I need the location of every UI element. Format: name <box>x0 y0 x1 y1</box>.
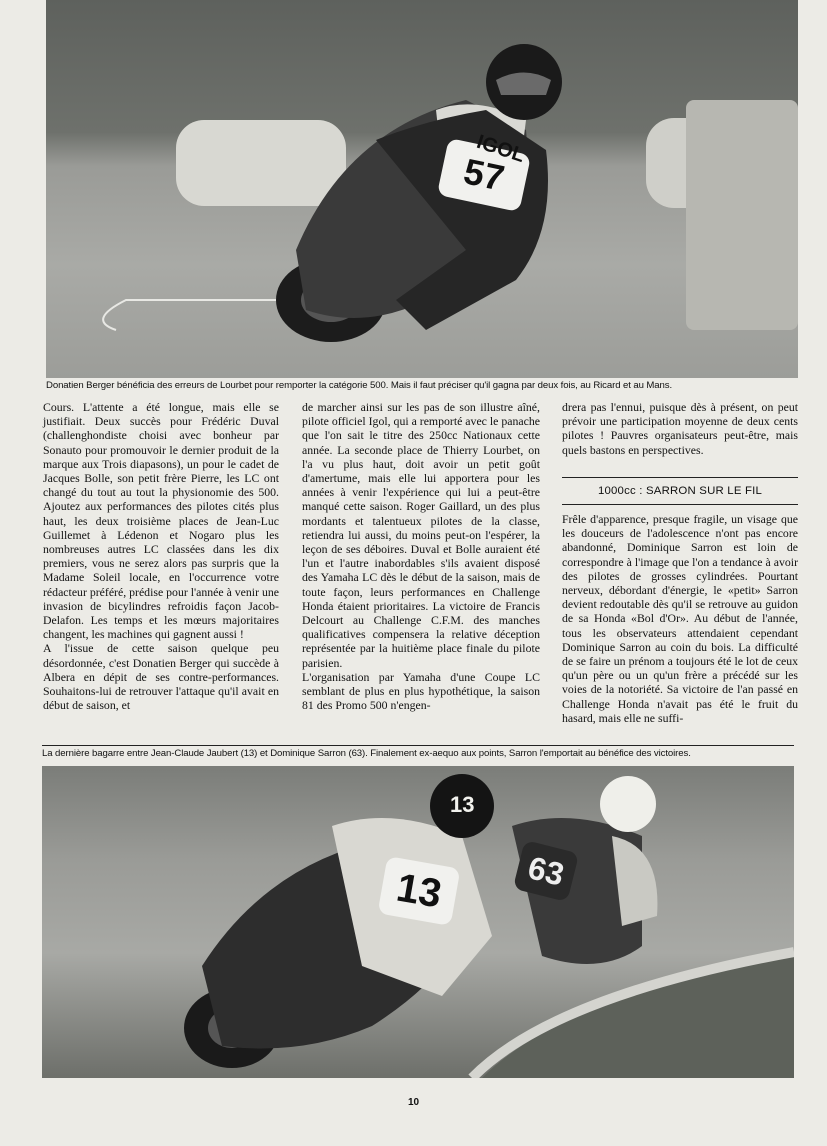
caption-bottom: La dernière bagarre entre Jean-Claude Jaubert (13) et Dominique Sarron (63). Finalement ex-aequo aux points, Sarron l'emportait au bénéfice des victoires. <box>42 748 691 759</box>
riders-silhouette <box>42 766 794 1078</box>
photo-motorcycle-57 <box>46 0 798 378</box>
rider-silhouette <box>46 0 798 378</box>
article-paragraph: Cours. L'attente a été longue, mais elle se justifiait. Deux succès pour Frédéric Duval (challenghondiste choisi avec bonheur par Sonauto pour promouvoir le dernier produit de la marque aux Trois diapasons), un pour le cadet de Jacques Bolle, son petit frère Pierre, les LC ont changé du tout au tout la physionomie des 500. Ajoutez aux performances des pilotes cités plus haut, les deux troisième places de Jean-Luc Guillemet à Lédenon et Nogaro plus les nombreuses autres LC classées dans les dix premiers, vous ne serez alors pas surpris que la Madame Soleil locale, en l'occurrence votre rédacteur préféré, prédise pour l'année à venir une invasion de bicylindres refroidis façon Jacob-Delafon. Les temps et les mœurs majoritaires changent, les machines qui gagnent aussi ! <box>43 400 279 642</box>
divider <box>42 745 794 746</box>
section-heading: 1000cc : SARRON SUR LE FIL <box>562 477 798 505</box>
article-column-2 <box>302 400 540 712</box>
article-paragraph: drera pas l'ennui, puisque dès à présent, on peut prévoir une participation moyenne de deux cents pilotes ! Pauvres organisateurs peut-être, mais quels bastons en perspectives. <box>562 400 798 457</box>
helmet-number: 13 <box>450 792 475 817</box>
caption-top: Donatien Berger bénéficia des erreurs de Lourbet pour remporter la catégorie 500. Mais il faut préciser qu'il gagna par deux fois, au Ricard et au Mans. <box>46 380 673 391</box>
page-number: 10 <box>407 1097 420 1108</box>
article-column-3 <box>562 400 798 457</box>
article-column-3-continued <box>562 512 798 725</box>
article-paragraph: de marcher ainsi sur les pas de son illustre aîné, pilote officiel Igol, qui a remporté avec le panache que l'on sait le titre des 250cc Nationaux cette année. La seconde place de Thierry Lourbet, on l'a vu plus haut, doit avoir un petit goût d'amertume, mais elle lui apportera pour les années à venir l'expérience qui lui a peut-être manqué cette saison. Roger Gaillard, un des plus mordants et talentueux pilotes de la classe, retiendra lui aussi, du moins peut-on l'espérer, la leçon de ses déboires. Duval et Bolle auraient été l'un et l'autre inabordables s'ils avaient disposé des Yamaha LC dès le début de la saison, mais de toute façon, leurs performances en Challenge Honda étaient prioritaires. La victoire de Francis Delcourt au Challenge C.F.M. des manches qualificatives compensera la relative déception représentée par la huitième place finale du pilote parisien. <box>302 400 540 670</box>
article-paragraph: Frêle d'apparence, presque fragile, un visage que les douceurs de l'adolescence n'ont pas encore abandonné, Dominique Sarron est loin de correspondre à l'image que l'on a tendance à avoir des pilotes de grosses cylindrées. Pourtant nerveux, débordant d'énergie, le «petit» Sarron devient redoutable dès qu'il se retrouve au guidon de sa Honda «Bol d'Or». Au début de l'année, tous les observateurs attendaient cependant Dominique Sarron au coin du bois. La difficulté de se faire un prénom a toujours été le lot de ceux qu'un père ou un qu'un frère a précédé sur les voies de la notoriété. Sa victoire de l'an passé en Challenge Honda n'avait pas été le fruit du hasard, mais elle ne suffi- <box>562 512 798 725</box>
article-column-1 <box>43 400 279 712</box>
photo-motorcycles-13-63 <box>42 766 794 1078</box>
number-plate-57: 57 <box>437 138 531 212</box>
number-plate-13: 13 <box>378 856 461 926</box>
article-paragraph: A l'issue de cette saison quelque peu désordonnée, c'est Donatien Berger qui succède à Albera en dépit de ses contre-performances. Souhaitons-lui de retrouver l'attaque qu'il avait en début de saison, et <box>43 641 279 713</box>
igol-logo: IGOL <box>473 131 528 168</box>
article-paragraph: L'organisation par Yamaha d'une Coupe LC semblant de plus en plus hypothétique, la saison 81 des Promo 500 n'engen- <box>302 669 540 713</box>
number-plate-63: 63 <box>513 840 579 902</box>
